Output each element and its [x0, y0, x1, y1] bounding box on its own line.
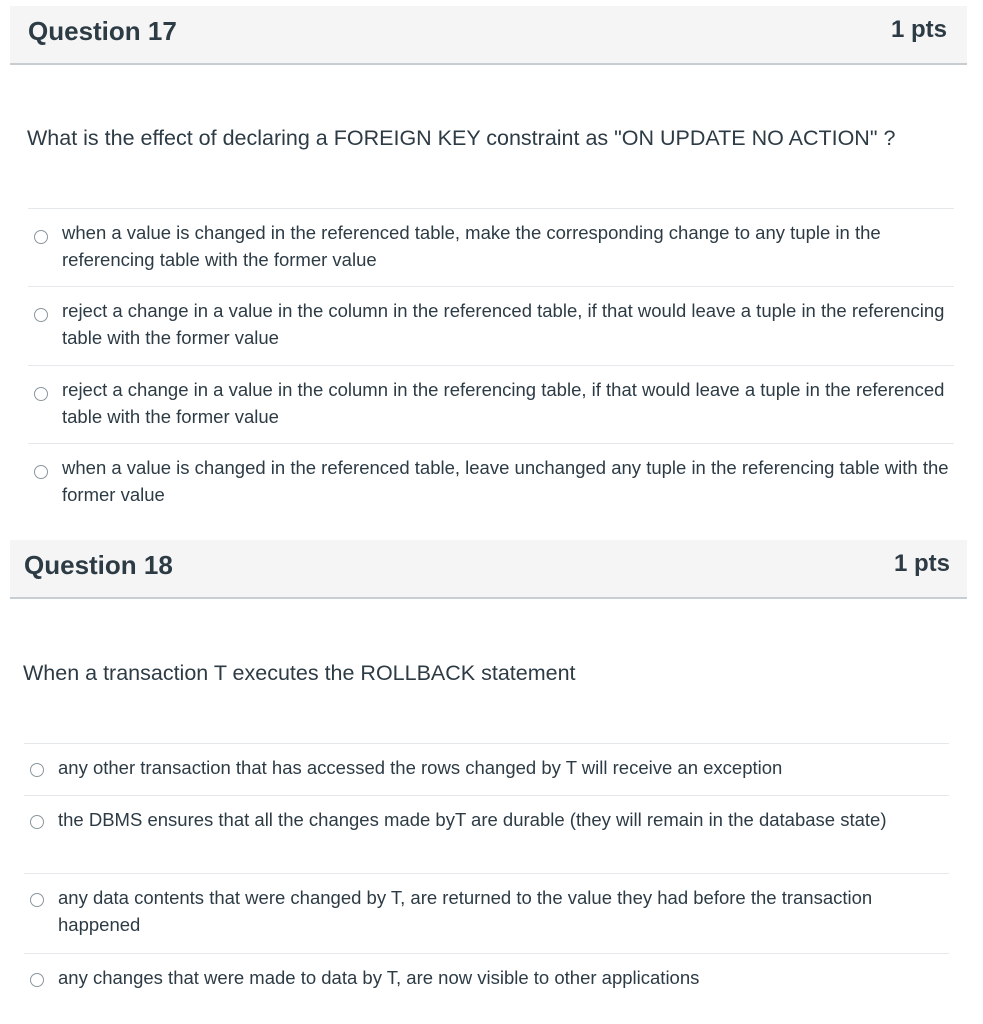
question-18 — [10, 540, 967, 1024]
answer-option[interactable] — [24, 954, 949, 1006]
radio-button[interactable] — [34, 308, 48, 322]
question-text: When a transaction T executes the ROLLBACK statement — [23, 661, 576, 685]
question-header — [10, 6, 967, 65]
radio-button[interactable] — [30, 815, 44, 829]
answer-option[interactable] — [24, 796, 949, 874]
question-text: What is the effect of declaring a FOREIGN KEY constraint as "ON UPDATE NO ACTION" ? — [27, 126, 896, 150]
answer-label: the DBMS ensures that all the changes made byT are durable (they will remain in the database state) — [58, 809, 887, 830]
question-17 — [10, 6, 967, 536]
answer-list — [24, 743, 949, 1006]
answer-label: any other transaction that has accessed the rows changed by T will receive an exception — [58, 757, 783, 778]
answer-label: reject a change in a value in the column in the referencing table, if that would leave a tuple in the referenced table with the former value — [62, 379, 945, 427]
answer-label: reject a change in a value in the column in the referenced table, if that would leave a tuple in the referencing table with the former value — [62, 300, 945, 348]
radio-button[interactable] — [34, 387, 48, 401]
answer-list — [28, 208, 954, 522]
answer-option[interactable] — [24, 874, 949, 954]
answer-label: when a value is changed in the referenced table, leave unchanged any tuple in the referencing table with the former value — [62, 457, 949, 505]
answer-option[interactable] — [24, 744, 949, 796]
answer-label: any data contents that were changed by T, are returned to the value they had before the transaction happened — [58, 887, 873, 935]
radio-button[interactable] — [30, 763, 44, 777]
answer-option[interactable] — [28, 444, 954, 522]
radio-button[interactable] — [34, 230, 48, 244]
answer-label: any changes that were made to data by T, are now visible to other applications — [58, 967, 700, 988]
answer-option[interactable] — [28, 287, 954, 366]
question-title: Question 18 — [24, 550, 173, 580]
question-points: 1 pts — [890, 16, 947, 43]
question-header — [10, 540, 967, 599]
question-title: Question 17 — [28, 16, 177, 46]
question-points: 1 pts — [893, 550, 950, 577]
answer-option[interactable] — [28, 209, 954, 287]
radio-button[interactable] — [34, 465, 48, 479]
answer-option[interactable] — [28, 366, 954, 444]
radio-button[interactable] — [30, 893, 44, 907]
answer-label: when a value is changed in the referenced table, make the corresponding change to any tuple in the referencing table with the former value — [62, 222, 881, 270]
radio-button[interactable] — [30, 973, 44, 987]
